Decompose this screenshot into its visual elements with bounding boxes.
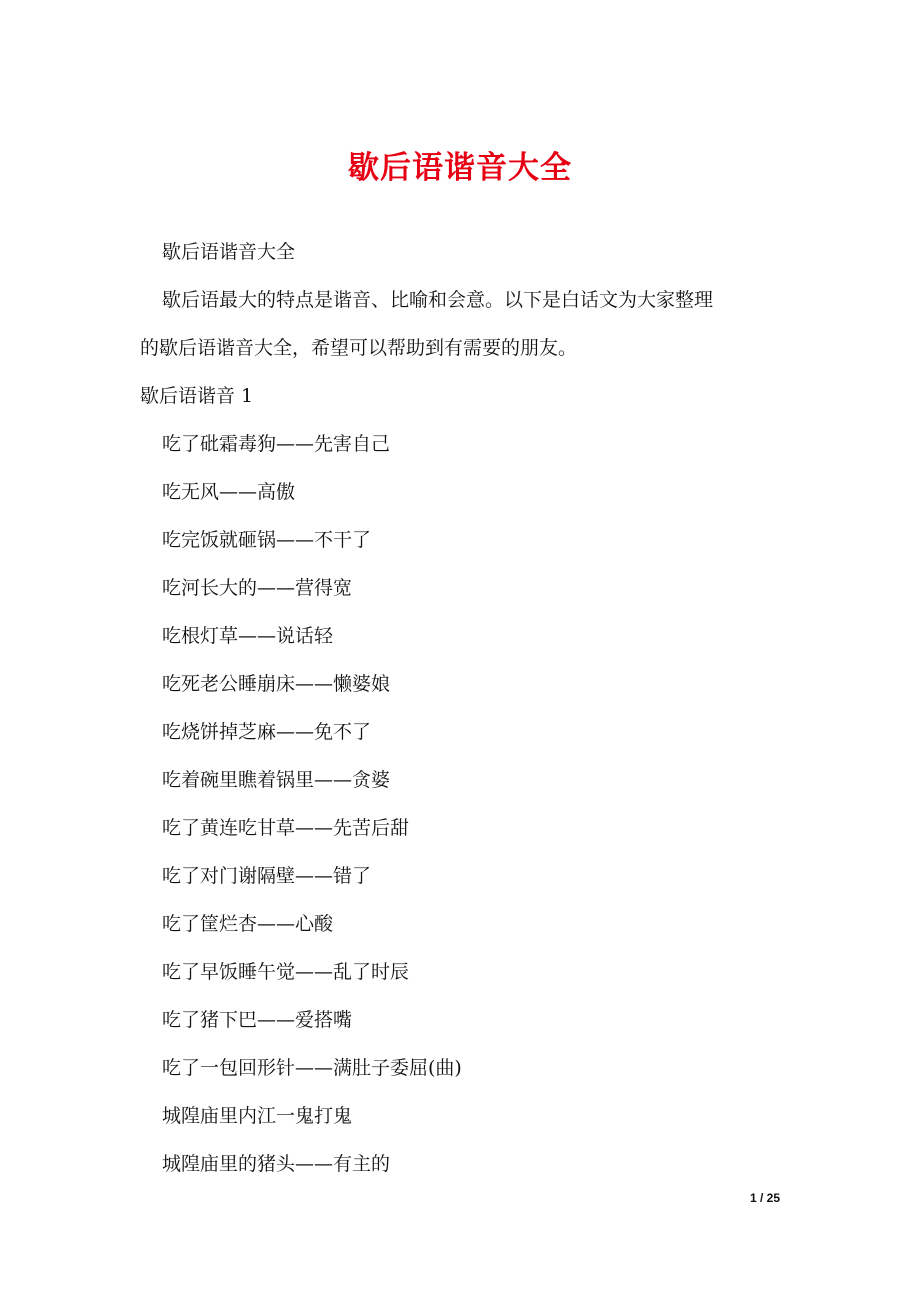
list-item: 城隍庙里内江一鬼打鬼 [162, 1105, 353, 1127]
intro-paragraph-line-1: 歇后语最大的特点是谐音、比喻和会意。以下是白话文为大家整理 [162, 289, 714, 311]
intro-paragraph-line-2: 的歇后语谐音大全，希望可以帮助到有需要的朋友。 [140, 337, 578, 359]
list-item: 吃了黄连吃甘草——先苦后甜 [162, 817, 410, 839]
list-item: 吃完饭就砸锅——不干了 [162, 529, 372, 551]
list-item: 吃无风——高傲 [162, 481, 296, 503]
list-item: 吃了一包回形针——满肚子委屈(曲) [162, 1057, 462, 1079]
list-item: 吃烧饼掉芝麻——免不了 [162, 721, 372, 743]
list-item: 吃着碗里瞧着锅里——贪婆 [162, 769, 391, 791]
list-item: 吃根灯草——说话轻 [162, 625, 334, 647]
list-item: 吃了早饭睡午觉——乱了时辰 [162, 961, 410, 983]
list-item: 吃了筐烂杏——心酸 [162, 913, 334, 935]
list-item: 吃了猪下巴——爱搭嘴 [162, 1009, 353, 1031]
page-title: 歇后语谐音大全 [348, 150, 572, 186]
subtitle: 歇后语谐音大全 [162, 241, 296, 263]
list-item: 吃河长大的——营得宽 [162, 577, 353, 599]
list-item: 吃了对门谢隔壁——错了 [162, 865, 372, 887]
document-body [140, 228, 783, 1188]
section-heading: 歇后语谐音 1 [140, 385, 254, 407]
list-item: 吃死老公睡崩床——懒婆娘 [162, 673, 391, 695]
list-item: 城隍庙里的猪头——有主的 [162, 1153, 391, 1175]
page-number: 1 / 25 [749, 1191, 780, 1205]
list-item: 吃了砒霜毒狗——先害自己 [162, 433, 391, 455]
